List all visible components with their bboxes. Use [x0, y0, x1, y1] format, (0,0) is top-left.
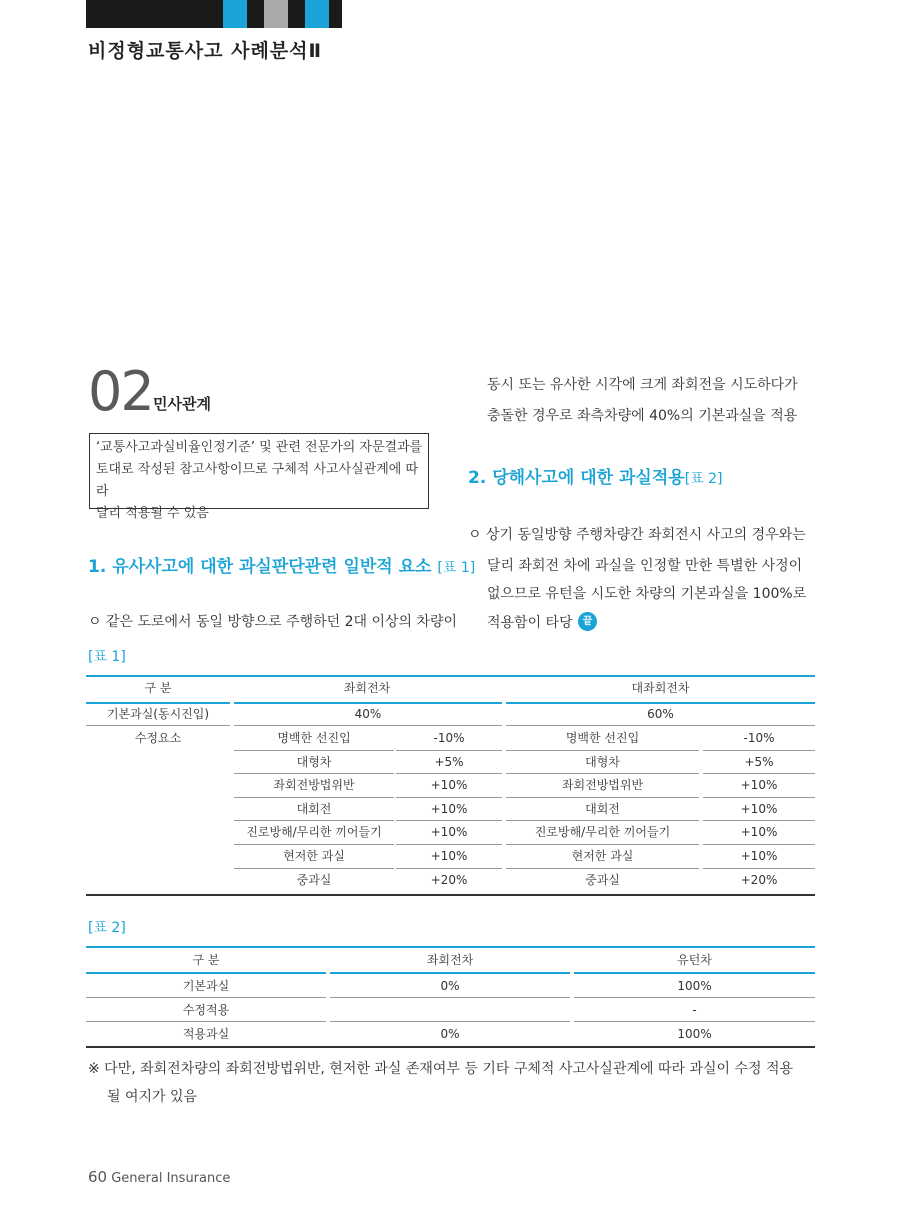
column-header: 좌회전차 — [426, 953, 474, 967]
row-header: 수정요소 — [134, 731, 182, 745]
table-cell: 대회전 — [296, 802, 332, 816]
table-cell: 진로방해/무리한 끼어들기 — [534, 825, 671, 839]
publication-name: General Insurance — [111, 1171, 231, 1186]
footnote-line: 될 여지가 있음 — [107, 1089, 198, 1105]
color-bar — [329, 0, 342, 28]
table-label: [표 2] — [88, 920, 126, 936]
row-header: 기본과실(동시진입) — [106, 707, 210, 721]
disclaimer-box — [89, 433, 429, 521]
table-cell: +5% — [434, 755, 464, 769]
color-bar — [264, 0, 288, 28]
table-rule — [574, 997, 815, 998]
bullet-line: 적용함이 타당 — [487, 615, 573, 631]
table-rule — [86, 725, 230, 726]
table-label: [표 1] — [88, 649, 126, 665]
column-header: 대좌회전차 — [631, 681, 690, 695]
table-cell: 중과실 — [296, 873, 332, 887]
disclaimer-line: ‘교통사고과실비율인정기준’ 및 관련 전문가의 자문결과를 — [96, 440, 423, 455]
table-cell: 좌회전방법위반 — [561, 778, 644, 792]
table-cell: -10% — [433, 731, 465, 745]
table-rule — [574, 1021, 815, 1022]
table-cell: +10% — [740, 825, 778, 839]
header-color-bars — [86, 0, 342, 28]
table-rule — [86, 946, 815, 948]
footnote — [88, 1055, 818, 1111]
table-cell: 명백한 선진입 — [277, 731, 351, 745]
paragraph-continued: 동시 또는 유사한 시각에 크게 좌회전을 시도하다가 — [487, 377, 798, 393]
heading-fault-application — [468, 463, 723, 488]
table-cell: 대회전 — [585, 802, 620, 816]
paragraph: ㅇ 같은 도로에서 동일 방향으로 주행하던 2대 이상의 차량이 — [88, 614, 458, 630]
table-cell: 100% — [677, 1027, 712, 1041]
table-rule — [86, 997, 326, 998]
table-cell: 60% — [647, 707, 674, 721]
table-cell: - — [692, 1003, 697, 1017]
table-cell: +20% — [740, 873, 778, 887]
page-number: 60 — [88, 1168, 108, 1186]
table-cell: 40% — [354, 707, 382, 721]
column-header: 유턴차 — [677, 953, 712, 967]
running-header-title: 비정형교통사고 사례분석Ⅱ — [88, 40, 323, 62]
table-rule — [330, 1021, 570, 1022]
table-cell: +20% — [430, 873, 468, 887]
table-reference: [표 2] — [684, 471, 723, 487]
row-header: 수정적용 — [182, 1003, 230, 1017]
table-rule — [86, 1046, 815, 1048]
disclaimer-line: 토대로 작성된 참고사항이므로 구체적 사고사실관계에 따라 — [96, 462, 419, 499]
column-header: 좌회전차 — [343, 681, 391, 695]
table-cell: +10% — [740, 802, 778, 816]
table-cell: 현저한 과실 — [571, 849, 634, 863]
section-title: 민사관계 — [153, 395, 211, 413]
row-header: 적용과실 — [182, 1027, 230, 1041]
color-bar — [288, 0, 305, 28]
column-header: 구 분 — [144, 681, 172, 695]
table-rule — [86, 1021, 326, 1022]
table-cell: 100% — [677, 979, 712, 993]
table-cell: 중과실 — [585, 873, 620, 887]
table-rule — [330, 997, 570, 998]
table-cell: 0% — [440, 979, 460, 993]
table-rule — [574, 972, 815, 974]
color-bar — [223, 0, 247, 28]
table-cell: +10% — [430, 802, 468, 816]
table-cell: 대형차 — [585, 755, 620, 769]
column-header: 구 분 — [192, 953, 220, 967]
paragraph-continued: 충돌한 경우로 좌측차량에 40%의 기본과실을 적용 — [487, 408, 798, 424]
bullet-line: ㅇ 상기 동일방향 주행차량간 좌회전시 사고의 경우와는 — [468, 527, 806, 543]
table-rule — [506, 725, 815, 726]
table-cell: -10% — [743, 731, 775, 745]
disclaimer-line: 달리 적용될 수 있음 — [96, 506, 209, 521]
table-cell: 좌회전방법위반 — [273, 778, 355, 792]
color-bar — [247, 0, 264, 28]
table-cell: +5% — [744, 755, 774, 769]
page-footer — [88, 1168, 230, 1186]
table-cell: +10% — [430, 778, 468, 792]
table-cell: +10% — [430, 825, 468, 839]
section-number: 02 — [88, 360, 153, 423]
row-header: 기본과실 — [182, 979, 230, 993]
table-rule — [234, 725, 502, 726]
bullet-line: 달리 좌회전 차에 과실을 인정할 만한 특별한 사정이 — [487, 558, 803, 574]
table-cell: 대형차 — [296, 755, 332, 769]
table-cell: 진로방해/무리한 끼어들기 — [246, 825, 382, 839]
table-rule — [86, 972, 326, 974]
table-rule — [330, 972, 570, 974]
end-mark-icon: 끝 — [578, 612, 597, 631]
table-cell: 0% — [440, 1027, 460, 1041]
heading-similar-accident — [88, 552, 475, 577]
table-cell: 명백한 선진입 — [565, 731, 640, 745]
table-cell: +10% — [430, 849, 468, 863]
color-bar — [305, 0, 329, 28]
table-rule — [86, 894, 815, 896]
table-cell: +10% — [740, 849, 778, 863]
table-cell: +10% — [740, 778, 778, 792]
footnote-line: ※ 다만, 좌회전차량의 좌회전방법위반, 현저한 과실 존재여부 등 기타 구체적 사고사실관계에 따라 과실이 수정 적용 — [88, 1061, 794, 1077]
table-cell: 현저한 과실 — [283, 849, 345, 863]
bullet-line: 없으므로 유턴을 시도한 차량의 기본과실을 100%로 — [487, 586, 807, 602]
heading-text: 1. 유사사고에 대한 과실판단관련 일반적 요소 — [88, 557, 438, 577]
color-bar — [86, 0, 223, 28]
heading-text: 2. 당해사고에 대한 과실적용 — [468, 468, 685, 488]
table-reference: [표 1] — [437, 560, 476, 576]
